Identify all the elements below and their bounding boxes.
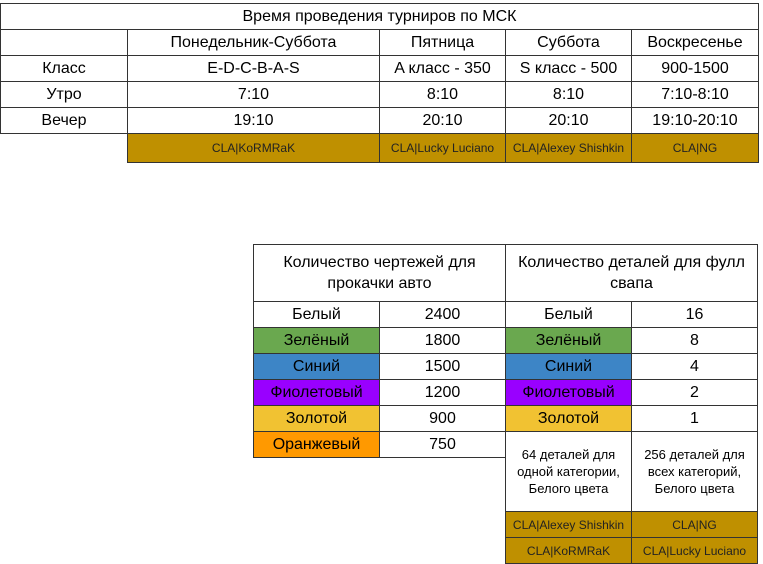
rarity-label: Оранжевый <box>254 432 380 458</box>
rarity-label: Зелёный <box>254 328 380 354</box>
table-row <box>1 82 759 108</box>
rarity-label: Белый <box>254 302 380 328</box>
notes-row <box>506 432 758 512</box>
table-cell: 1200 <box>380 380 506 406</box>
table-row <box>254 432 506 458</box>
table-cell: 8 <box>632 328 758 354</box>
table-cell: 1800 <box>380 328 506 354</box>
credit-cell: CLA|NG <box>632 512 758 538</box>
rarity-label: Фиолетовый <box>506 380 632 406</box>
blueprints-table <box>253 244 506 458</box>
corner-cell <box>1 30 128 56</box>
rarity-label: Белый <box>506 302 632 328</box>
note-cell: 64 деталей для одной категории, Белого цвета <box>506 432 632 512</box>
schedule-table <box>0 3 759 163</box>
table-row <box>506 302 758 328</box>
table-cell: 900 <box>380 406 506 432</box>
table-cell: 1 <box>632 406 758 432</box>
empty-cell <box>1 134 128 163</box>
column-header: Суббота <box>506 30 632 56</box>
credits-row <box>1 134 759 163</box>
rarity-label: Синий <box>506 354 632 380</box>
table-row <box>506 406 758 432</box>
table-row <box>506 354 758 380</box>
table-cell: 7:10-8:10 <box>632 82 759 108</box>
table-cell: 7:10 <box>128 82 380 108</box>
table-cell: 19:10 <box>128 108 380 134</box>
credit-cell: CLA|KoRMRaK <box>128 134 380 163</box>
table-cell: 1500 <box>380 354 506 380</box>
table-row <box>1 108 759 134</box>
table-row <box>1 56 759 82</box>
credits-row <box>506 512 758 538</box>
blueprints-header: Количество чертежей для прокачки авто <box>254 245 506 302</box>
parts-table <box>505 244 758 564</box>
table-row <box>254 354 506 380</box>
row-label: Утро <box>1 82 128 108</box>
table-cell: 20:10 <box>380 108 506 134</box>
credit-cell: CLA|KoRMRaK <box>506 538 632 564</box>
schedule-title: Время проведения турниров по МСК <box>1 4 759 30</box>
credits-row <box>506 538 758 564</box>
table-row <box>506 380 758 406</box>
rarity-label: Золотой <box>506 406 632 432</box>
table-cell: 8:10 <box>506 82 632 108</box>
credit-cell: CLA|Lucky Luciano <box>380 134 506 163</box>
table-cell: 20:10 <box>506 108 632 134</box>
note-cell: 256 деталей для всех категорий, Белого цвета <box>632 432 758 512</box>
column-header: Воскресенье <box>632 30 759 56</box>
table-cell: 4 <box>632 354 758 380</box>
credit-cell: CLA|Lucky Luciano <box>632 538 758 564</box>
credit-cell: CLA|Alexey Shishkin <box>506 512 632 538</box>
table-cell: 900-1500 <box>632 56 759 82</box>
table-cell: 8:10 <box>380 82 506 108</box>
credit-cell: CLA|NG <box>632 134 759 163</box>
rarity-label: Зелёный <box>506 328 632 354</box>
table-cell: S класс - 500 <box>506 56 632 82</box>
parts-header: Количество деталей для фулл свапа <box>506 245 758 302</box>
table-cell: 750 <box>380 432 506 458</box>
column-header: Пятница <box>380 30 506 56</box>
table-cell: 16 <box>632 302 758 328</box>
credit-cell: CLA|Alexey Shishkin <box>506 134 632 163</box>
table-row <box>254 328 506 354</box>
table-cell: 19:10-20:10 <box>632 108 759 134</box>
rarity-label: Синий <box>254 354 380 380</box>
rarity-label: Золотой <box>254 406 380 432</box>
table-cell: 2 <box>632 380 758 406</box>
column-header: Понедельник-Суббота <box>128 30 380 56</box>
row-label: Класс <box>1 56 128 82</box>
table-cell: E-D-C-B-A-S <box>128 56 380 82</box>
table-cell: A класс - 350 <box>380 56 506 82</box>
table-row <box>506 328 758 354</box>
table-row <box>254 302 506 328</box>
table-cell: 2400 <box>380 302 506 328</box>
rarity-label: Фиолетовый <box>254 380 380 406</box>
table-row <box>254 380 506 406</box>
table-row <box>254 406 506 432</box>
row-label: Вечер <box>1 108 128 134</box>
